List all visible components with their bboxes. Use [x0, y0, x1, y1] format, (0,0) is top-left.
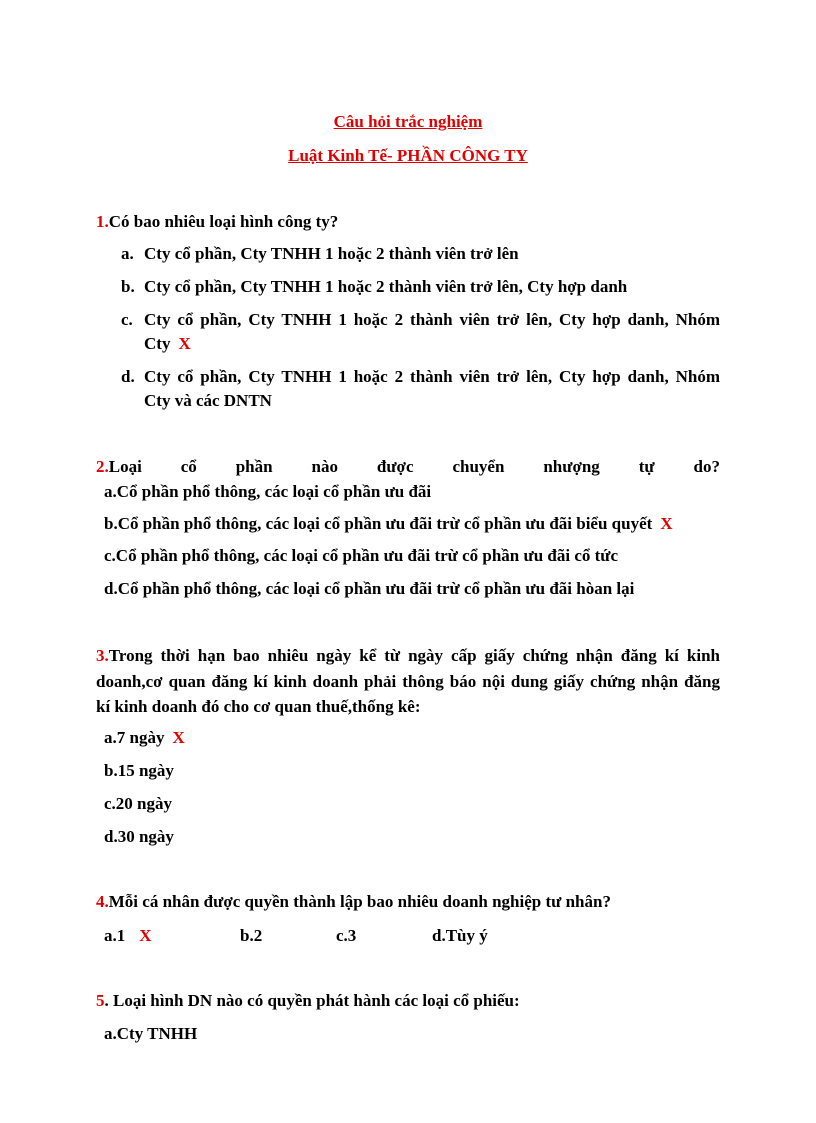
question-number: 1.: [96, 212, 109, 231]
option-text: Cty: [144, 334, 171, 353]
question-word: phần: [235, 457, 273, 476]
question-text: Có bao nhiêu loại hình công ty?: [108, 212, 339, 231]
question-word: nhượng: [543, 457, 600, 476]
q1-option-c-line2: [144, 334, 191, 354]
answer-mark: X: [172, 728, 185, 747]
q3-option-c: c.20 ngày: [104, 794, 172, 813]
question-word: tự: [638, 457, 655, 476]
question-3-line1: 3.Trong thời hạn bao nhiêu ngày kể từ ngày cấp giấy chứng nhận đăng kí kinh: [96, 646, 720, 665]
question-word: do?: [693, 457, 720, 476]
q1-option-d-line1: Cty cổ phần, Cty TNHH 1 hoặc 2 thành viên trở lên, Cty hợp danh, Nhóm: [144, 367, 720, 386]
option-letter: b.: [121, 277, 135, 296]
q1-option-c-line1: Cty cổ phần, Cty TNHH 1 hoặc 2 thành viên trở lên, Cty hợp danh, Nhóm: [144, 310, 720, 329]
question-3-line2: doanh,cơ quan đăng kí kinh doanh phải thông báo nội dung giấy chứng nhận đăng: [96, 672, 720, 691]
q3-option-a: [104, 728, 185, 748]
option-letter: a.: [121, 244, 134, 263]
question-2: [96, 457, 720, 477]
q2-option-a: a.Cổ phần phổ thông, các loại cổ phần ưu đãi: [104, 482, 432, 501]
question-word: 2.Loại: [96, 457, 142, 476]
q2-option-c: c.Cổ phần phổ thông, các loại cổ phần ưu đãi trừ cổ phần ưu đãi cổ tức: [104, 546, 619, 565]
q1-option-b: Cty cổ phần, Cty TNHH 1 hoặc 2 thành viên trở lên, Cty hợp danh: [144, 277, 628, 296]
question-text: . Loại hình DN nào có quyền phát hành các loại cổ phiếu:: [104, 991, 520, 1010]
answer-mark: X: [660, 514, 673, 533]
option-text: a.1: [104, 926, 126, 945]
question-5: [96, 991, 520, 1011]
question-text: Mỗi cá nhân được quyền thành lập bao nhiêu doanh nghiệp tư nhân?: [108, 892, 611, 911]
answer-mark: X: [139, 926, 152, 945]
question-word: nào: [311, 457, 338, 476]
q1-option-d-line2: Cty và các DNTN: [144, 391, 272, 410]
option-text: a.7 ngày: [104, 728, 165, 747]
q2-option-d: d.Cổ phần phổ thông, các loại cổ phần ưu đãi trừ cổ phần ưu đãi hòan lại: [104, 579, 635, 598]
option-text: b.Cổ phần phổ thông, các loại cổ phần ưu đãi trừ cổ phần ưu đãi biểu quyết: [104, 514, 653, 533]
q1-option-a: Cty cổ phần, Cty TNHH 1 hoặc 2 thành viên trở lên: [144, 244, 519, 263]
q4-option-c: c.3: [336, 926, 357, 945]
q4-option-b: b.2: [240, 926, 263, 945]
answer-mark: X: [178, 334, 191, 353]
q3-option-b: b.15 ngày: [104, 761, 174, 780]
question-number: 5: [96, 991, 105, 1010]
document-subtitle: Luật Kinh Tế- PHẦN CÔNG TY: [288, 146, 528, 165]
question-3-line3: kí kinh doanh đó cho cơ quan thuế,thống kê:: [96, 697, 421, 716]
q4-option-a: [104, 926, 152, 946]
question-4: [96, 892, 611, 912]
question-number: 4.: [96, 892, 109, 911]
option-letter: c.: [121, 310, 133, 329]
document-title: Câu hỏi trắc nghiệm: [333, 112, 483, 131]
q4-option-d: d.Tùy ý: [432, 926, 488, 945]
question-word: chuyển: [452, 457, 505, 476]
question-1: [96, 212, 338, 232]
question-word: cổ: [180, 457, 197, 476]
option-letter: d.: [121, 367, 135, 386]
q5-option-a: a.Cty TNHH: [104, 1024, 198, 1043]
q3-option-d: d.30 ngày: [104, 827, 174, 846]
q2-option-b: [104, 514, 673, 534]
question-number: 2.: [96, 457, 109, 476]
question-word: được: [376, 457, 414, 476]
question-number: 3.: [96, 646, 109, 665]
